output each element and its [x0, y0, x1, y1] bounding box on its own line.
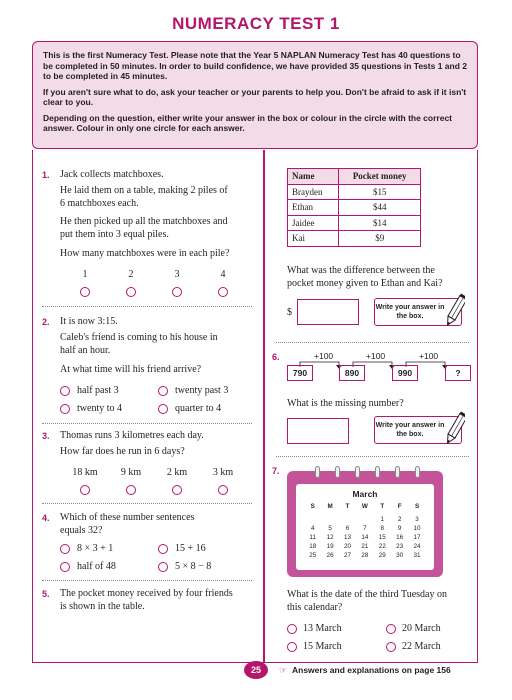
answer-circle[interactable]	[172, 485, 182, 495]
table-cell: Ethan	[288, 200, 339, 216]
hint-text: Write your answer in the box.	[375, 422, 445, 438]
weekday-label: W	[361, 503, 368, 510]
answer-circle[interactable]	[172, 287, 182, 297]
question-text: pocket money given to Ethan and Kai?	[287, 278, 443, 289]
question-text: What is the missing number?	[287, 398, 404, 409]
answer-circle[interactable]	[158, 386, 168, 396]
calendar-month: March	[352, 489, 378, 499]
question-number: 5.	[42, 589, 50, 599]
calendar-day: 16	[396, 534, 404, 541]
table-cell: Jaidee	[288, 215, 339, 231]
calendar-day: 19	[326, 543, 334, 550]
option-label: 18 km	[72, 467, 98, 478]
answer-circle[interactable]	[60, 562, 70, 572]
column-divider	[263, 150, 265, 663]
calendar-week-row	[304, 552, 426, 559]
calendar-day: 25	[309, 552, 317, 559]
pocket-money-table	[287, 168, 421, 247]
calendar-ring	[415, 466, 420, 478]
question-number: 7.	[272, 466, 280, 476]
calendar-day: 31	[413, 552, 421, 559]
answer-circle[interactable]	[126, 485, 136, 495]
table-row	[288, 200, 421, 216]
pencil-icon	[445, 293, 465, 331]
calendar-day: 23	[396, 543, 404, 550]
answer-circle[interactable]	[80, 485, 90, 495]
calendar-day: 10	[413, 525, 421, 532]
calendar-day: 1	[380, 516, 385, 523]
weekday-label: T	[345, 503, 350, 510]
weekday-label: T	[380, 503, 385, 510]
dotted-divider	[42, 503, 252, 504]
calendar-day: 29	[378, 552, 386, 559]
answer-circle[interactable]	[287, 624, 297, 634]
option-label: 22 March	[402, 641, 441, 652]
option-label: 2	[128, 269, 134, 280]
calendar-day: 2	[397, 516, 402, 523]
question-number: 4.	[42, 513, 50, 523]
table-cell: $9	[339, 231, 421, 247]
table-row	[288, 231, 421, 247]
question-text: At what time will his friend arrive?	[60, 364, 202, 375]
question-text: What was the difference between the	[287, 265, 435, 276]
option-label: twenty past 3	[175, 385, 229, 396]
question-text: How far does he run in 6 days?	[60, 446, 185, 457]
calendar-page	[296, 484, 434, 570]
answer-circle[interactable]	[218, 485, 228, 495]
calendar-week-row	[304, 516, 426, 523]
page-number: 25	[244, 661, 268, 679]
table-row	[288, 215, 421, 231]
calendar-day: 8	[380, 525, 385, 532]
question-number: 3.	[42, 431, 50, 441]
question-text: How many matchboxes were in each pile?	[60, 248, 230, 259]
step-label: +100	[419, 351, 439, 361]
question-text: It is now 3:15.	[60, 316, 118, 327]
calendar-day: 9	[397, 525, 402, 532]
write-answer-hint	[374, 416, 462, 444]
dotted-divider	[276, 342, 469, 343]
question-text: What is the date of the third Tuesday on	[287, 589, 447, 600]
question-text: He laid them on a table, making 2 piles of	[60, 185, 228, 196]
hint-text: Write your answer in the box.	[375, 304, 445, 320]
calendar-week-row	[304, 534, 426, 541]
question-text: half an hour.	[60, 345, 111, 356]
write-answer-hint	[374, 298, 462, 326]
weekday-label: S	[310, 503, 315, 510]
weekday-label: F	[397, 503, 402, 510]
answer-circle[interactable]	[60, 386, 70, 396]
instructions-paragraph: Depending on the question, either write your answer in the box or colour in the circle with the correct answer. Colour in only one circle for each answer.	[43, 112, 453, 133]
weekday-label: M	[327, 503, 333, 510]
question-number: 1.	[42, 170, 50, 180]
sequence-box: 790	[287, 365, 313, 381]
table-cell: $15	[339, 184, 421, 200]
calendar-day: 6	[345, 525, 350, 532]
calendar-ring	[375, 466, 380, 478]
calendar-day: 24	[413, 543, 421, 550]
question-text: The pocket money received by four friends	[60, 588, 233, 599]
option-label: quarter to 4	[175, 403, 222, 414]
pointing-hand-icon: ☞	[279, 665, 288, 675]
question-text: Which of these number sentences	[60, 512, 195, 523]
table-cell: $14	[339, 215, 421, 231]
calendar-weekday-row	[304, 503, 426, 510]
calendar-day: 4	[310, 525, 315, 532]
table-header-cell: Name	[288, 169, 339, 185]
option-label: 9 km	[120, 467, 142, 478]
table-cell: Kai	[288, 231, 339, 247]
option-label: 15 + 16	[175, 543, 206, 554]
calendar-week-row	[304, 543, 426, 550]
answer-circle[interactable]	[287, 642, 297, 652]
option-label: 20 March	[402, 623, 441, 634]
calendar-day	[321, 516, 338, 523]
option-label: 1	[82, 269, 88, 280]
weekday-label: S	[414, 503, 420, 510]
table-header-cell: Pocket money	[339, 169, 421, 185]
option-label: 8 × 3 + 1	[77, 543, 114, 554]
answer-box[interactable]	[297, 299, 359, 325]
calendar-ring	[395, 466, 400, 478]
calendar-day: 11	[309, 534, 316, 541]
sequence-box: ?	[445, 365, 471, 381]
pencil-icon	[445, 411, 465, 449]
dotted-divider	[42, 580, 252, 581]
table-header-row	[288, 169, 421, 185]
question-text: this calendar?	[287, 602, 343, 613]
calendar-day: 27	[343, 552, 351, 559]
option-label: 3	[174, 269, 180, 280]
calendar-day	[356, 516, 373, 523]
calendar-day	[339, 516, 356, 523]
option-label: 2 km	[166, 467, 188, 478]
question-number: 6.	[272, 352, 280, 362]
calendar-day: 20	[343, 543, 351, 550]
answer-circle[interactable]	[386, 642, 396, 652]
calendar-day: 13	[343, 534, 351, 541]
dotted-divider	[42, 306, 252, 307]
calendar-day: 7	[363, 525, 367, 532]
calendar-day: 22	[378, 543, 386, 550]
question-text: equals 32?	[60, 525, 103, 536]
calendar-ring	[315, 466, 320, 478]
table-row	[288, 184, 421, 200]
question-text: 6 matchboxes each.	[60, 198, 139, 209]
page-title: NUMERACY TEST 1	[172, 14, 340, 33]
calendar-week-row	[304, 525, 426, 532]
answer-circle[interactable]	[158, 404, 168, 414]
calendar-day: 14	[361, 534, 369, 541]
question-text: is shown in the table.	[60, 601, 145, 612]
table-cell: Brayden	[288, 184, 339, 200]
question-text: Jack collects matchboxes.	[60, 169, 164, 180]
option-label: 13 March	[303, 623, 342, 634]
calendar-day: 18	[309, 543, 317, 550]
instructions-panel	[32, 41, 478, 149]
calendar-day: 26	[326, 552, 334, 559]
table-cell: $44	[339, 200, 421, 216]
sequence-box: 990	[392, 365, 418, 381]
question-text: Caleb's friend is coming to his house in	[60, 332, 218, 343]
answer-box[interactable]	[287, 418, 349, 444]
calendar-day: 3	[415, 516, 419, 523]
question-text: He then picked up all the matchboxes and	[60, 216, 228, 227]
calendar-day: 12	[326, 534, 334, 541]
answer-circle[interactable]	[218, 287, 228, 297]
answer-circle[interactable]	[158, 562, 168, 572]
answer-circle[interactable]	[60, 544, 70, 554]
calendar	[287, 471, 443, 577]
calendar-day: 30	[396, 552, 404, 559]
answer-circle[interactable]	[80, 287, 90, 297]
answer-circle[interactable]	[126, 287, 136, 297]
option-label: 3 km	[212, 467, 234, 478]
step-label: +100	[366, 351, 386, 361]
calendar-day: 15	[378, 534, 386, 541]
question-number: 2.	[42, 317, 50, 327]
question-text: put them into 3 equal piles.	[60, 229, 169, 240]
option-label: half past 3	[77, 385, 119, 396]
option-label: 4	[220, 269, 226, 280]
calendar-day: 28	[361, 552, 369, 559]
answer-circle[interactable]	[386, 624, 396, 634]
answer-circle[interactable]	[60, 404, 70, 414]
option-label: half of 48	[77, 561, 116, 572]
currency-symbol: $	[287, 307, 292, 318]
instructions-paragraph: If you aren't sure what to do, ask your teacher or your parents to help you. Don't be afraid to ask if it isn't clear to you.	[43, 86, 467, 107]
option-label: 15 March	[303, 641, 342, 652]
instructions-paragraph: This is the first Numeracy Test. Please note that the Year 5 NAPLAN Numeracy Test has 40 questions to be completed in 50 minutes. In order to build confidence, we have provided 35 questions in Tests 1 and 2 to be completed in 45 minutes.	[43, 50, 467, 81]
calendar-day: 21	[361, 543, 369, 550]
calendar-day: 5	[328, 525, 332, 532]
dotted-divider	[276, 456, 469, 457]
calendar-ring	[355, 466, 360, 478]
question-text: Thomas runs 3 kilometres each day.	[60, 430, 204, 441]
calendar-ring	[335, 466, 340, 478]
option-label: 5 × 8 − 8	[175, 561, 212, 572]
sequence-box: 890	[339, 365, 365, 381]
option-label: twenty to 4	[77, 403, 122, 414]
calendar-day: 17	[413, 534, 421, 541]
step-label: +100	[314, 351, 334, 361]
dotted-divider	[42, 423, 252, 424]
answers-reference: Answers and explanations on page 156	[292, 665, 451, 675]
calendar-day	[304, 516, 321, 523]
answer-circle[interactable]	[158, 544, 168, 554]
